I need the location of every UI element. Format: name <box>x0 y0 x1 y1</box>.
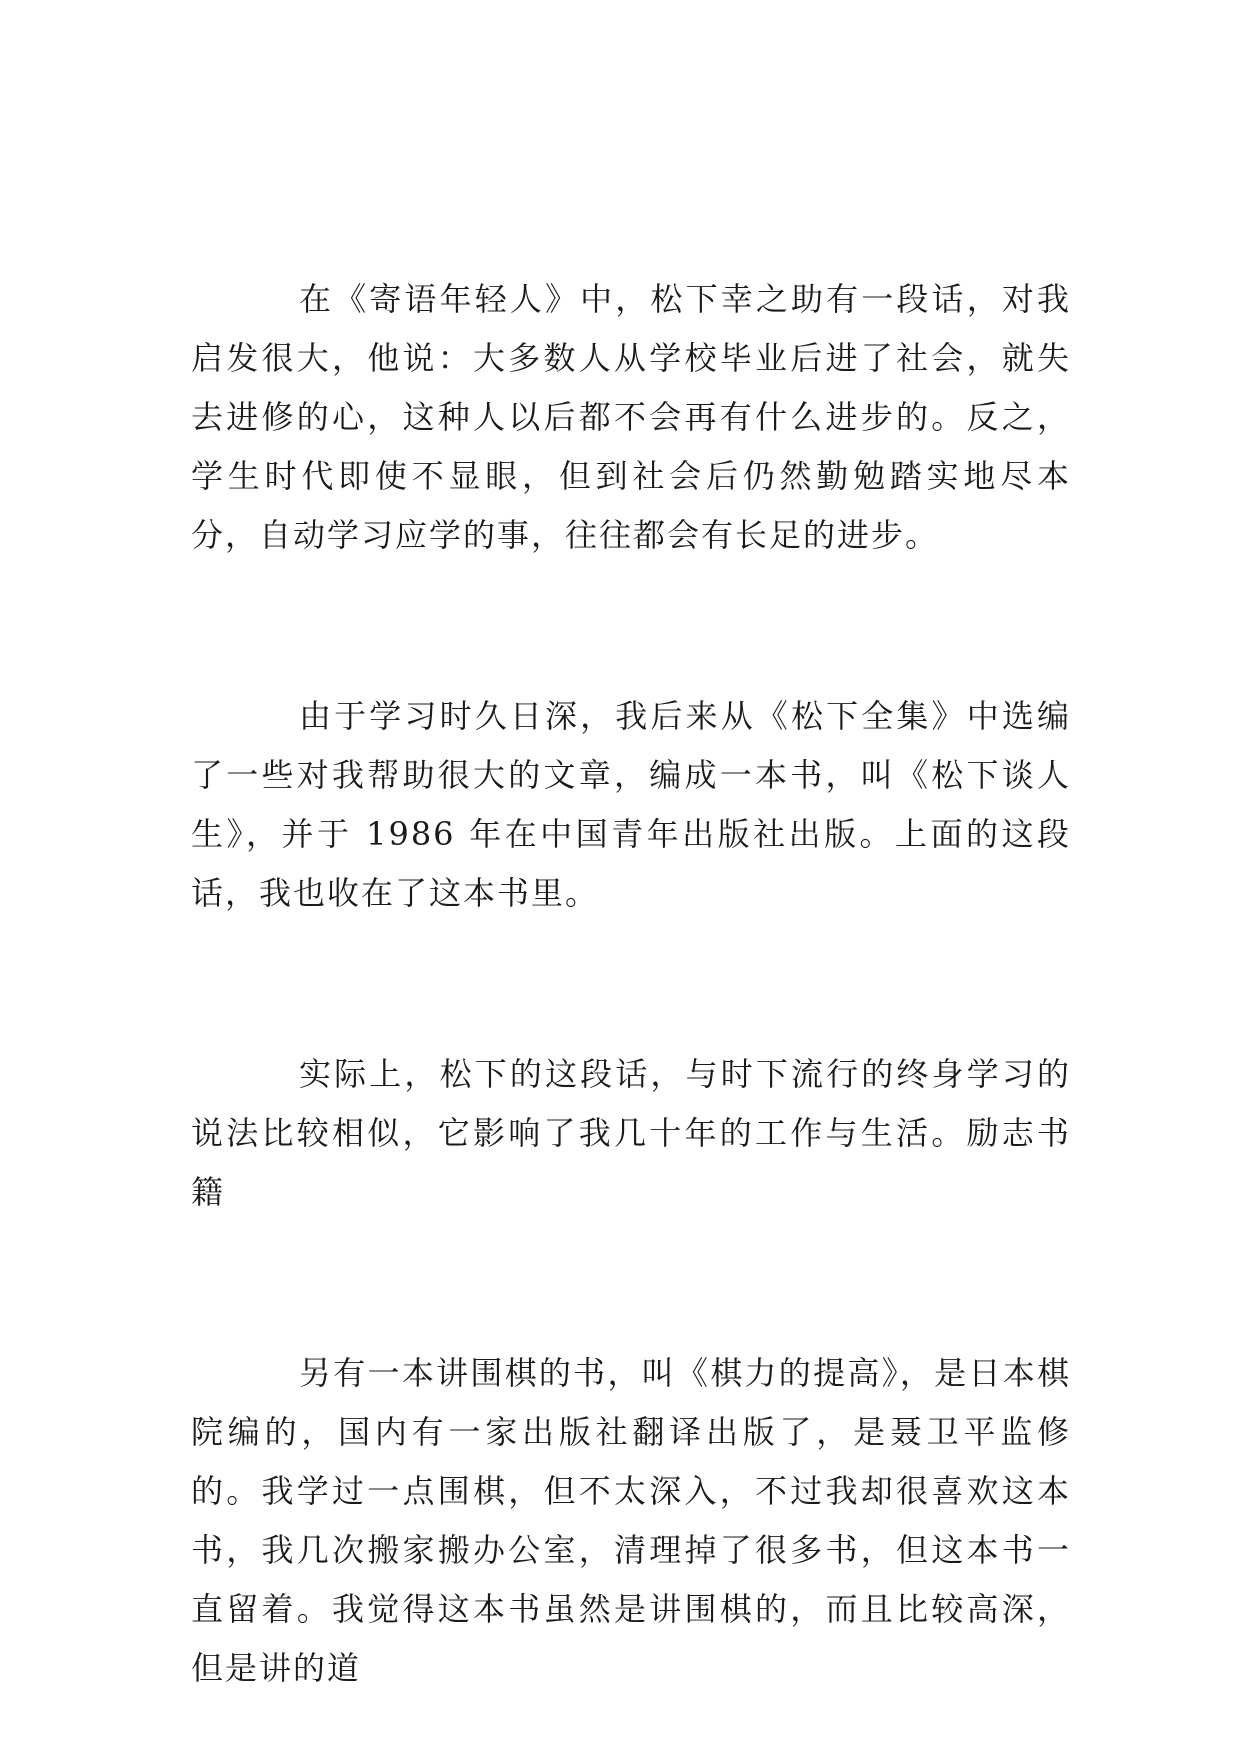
paragraph-3: 实际上，松下的这段话，与时下流行的终身学习的说法比较相似，它影响了我几十年的工作与生活。励志书籍 <box>191 1055 1071 1211</box>
paragraph-2: 由于学习时久日深，我后来从《松下全集》中选编了一些对我帮助很大的文章，编成一本书，叫《松下谈人生》，并于 1986 年在中国青年出版社出版。上面的这段话，我也收在了这本书里。 <box>191 697 1071 912</box>
paragraph-4: 另有一本讲围棋的书，叫《棋力的提高》，是日本棋院编的，国内有一家出版社翻译出版了，是聂卫平监修的。我学过一点围棋，但不太深入，不过我却很喜欢这本书，我几次搬家搬办公室，清理掉了很多书，但这本书一直留着。我觉得这本书虽然是讲围棋的，而且比较高深，但是讲的道 <box>191 1354 1071 1687</box>
paragraph-1: 在《寄语年轻人》中，松下幸之助有一段话，对我启发很大，他说：大多数人从学校毕业后进了社会，就失去进修的心，这种人以后都不会再有什么进步的。反之，学生时代即使不显眼，但到社会后仍然勤勉踏实地尽本分，自动学习应学的事，往往都会有长足的进步。 <box>191 280 1071 554</box>
document-body <box>191 270 1071 1698</box>
